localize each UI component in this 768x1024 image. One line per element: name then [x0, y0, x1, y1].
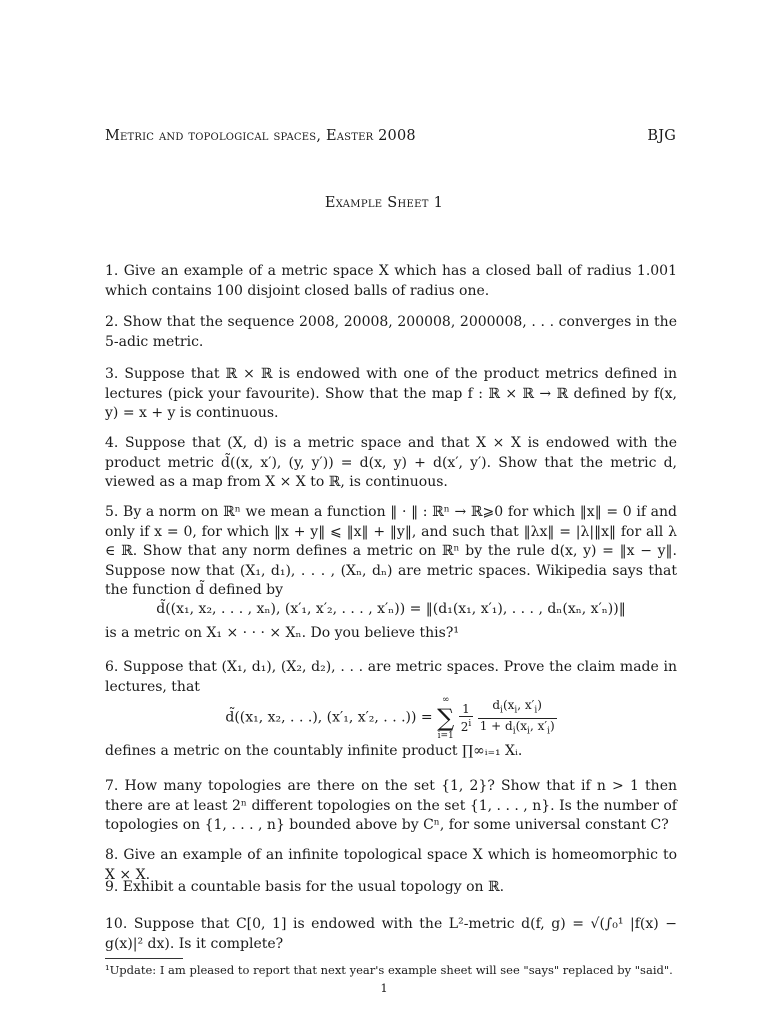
page-number: 1 — [380, 981, 388, 995]
footnote: ¹Update: I am pleased to report that next year's example sheet will see "says" replaced by "said". — [105, 963, 673, 977]
problem-3: 3. Suppose that ℝ × ℝ is endowed with one of the product metrics defined in lectures (pick your favourite). Show that the map f : ℝ × ℝ → ℝ defined by f(x, y) = x + y is continuous. — [105, 366, 677, 421]
equation-lhs: d̃((x₁, x₂, . . .), (x′₁, x′₂, . . .)) = — [225, 709, 433, 726]
problem-6: 6. Suppose that (X₁, d₁), (X₂, d₂), . . . are metric spaces. Prove the claim made in lectures, that — [105, 659, 677, 695]
course-title: Metric and topological spaces, Easter 2008 — [105, 128, 416, 144]
problem-6-conclusion: defines a metric on the countably infinite product ∏∞ᵢ₌₁ Xᵢ. — [105, 743, 523, 759]
problem-9: 9. Exhibit a countable basis for the usual topology on ℝ. — [105, 879, 505, 895]
problem-1: 1. Give an example of a metric space X which has a closed ball of radius 1.001 which contains 100 disjoint closed balls of radius one. — [105, 263, 677, 299]
problem-7: 7. How many topologies are there on the set {1, 2}? Show that if n > 1 then there are at least 2ⁿ different topologies on the set {1, . . . , n}. Is the number of topologies on {1, . . . , n} bounded above by Cⁿ, for some universal constant C? — [105, 778, 677, 833]
sum-symbol: ∞ ∑ i=1 — [437, 695, 455, 741]
page-header — [105, 128, 676, 148]
problem-10: 10. Suppose that C[0, 1] is endowed with the L²-metric d(f, g) = √(∫₀¹ |f(x) − g(x)|² dx). Is it complete? — [105, 916, 677, 952]
author-initials: BJG — [647, 128, 676, 144]
problem-8: 8. Give an example of an infinite topological space X which is homeomorphic to X × X. — [105, 847, 677, 883]
fraction-metric-ratio: $\frac{d_i(x_i, x'_i)}{1 + d_i(x_i, x'_i)}$ — [479, 698, 555, 736]
footnote-rule — [105, 958, 183, 959]
problem-6-display-equation — [105, 694, 677, 741]
sheet-title: Example Sheet 1 — [324, 195, 444, 211]
problem-2: 2. Show that the sequence 2008, 20008, 200008, 2000008, . . . converges in the 5-adic metric. — [105, 314, 677, 350]
problem-5-display-equation: d̃((x₁, x₂, . . . , xₙ), (x′₁, x′₂, . . . , x′ₙ)) = ‖(d₁(x₁, x′₁), . . . , dₙ(xₙ, x′ₙ))‖ — [156, 601, 626, 617]
problem-5-conclusion: is a metric on X₁ × · · · × Xₙ. Do you believe this?¹ — [105, 625, 459, 641]
problem-4: 4. Suppose that (X, d) is a metric space and that X × X is endowed with the product metric d̃((x, x′), (y, y′)) = d(x, y) + d(x′, y′). Show that the metric d, viewed as a map from X × X to ℝ, is continuous. — [105, 435, 677, 490]
fraction-one-over-two-i: $\frac{1}{2^i}$ — [460, 702, 472, 734]
problem-5: 5. By a norm on ℝⁿ we mean a function ‖ · ‖ : ℝⁿ → ℝ⩾0 for which ‖x‖ = 0 if and only if x = 0, for which ‖x + y‖ ⩽ ‖x‖ + ‖y‖, and such that ‖λx‖ = |λ|‖x‖ for all λ ∈ ℝ. Show that any norm defines a metric on ℝⁿ by the rule d(x, y) = ‖x − y‖. Suppose now that (X₁, d₁), . . . , (Xₙ, dₙ) are metric spaces. Wikipedia says that the function d̃ defined by — [105, 504, 677, 598]
